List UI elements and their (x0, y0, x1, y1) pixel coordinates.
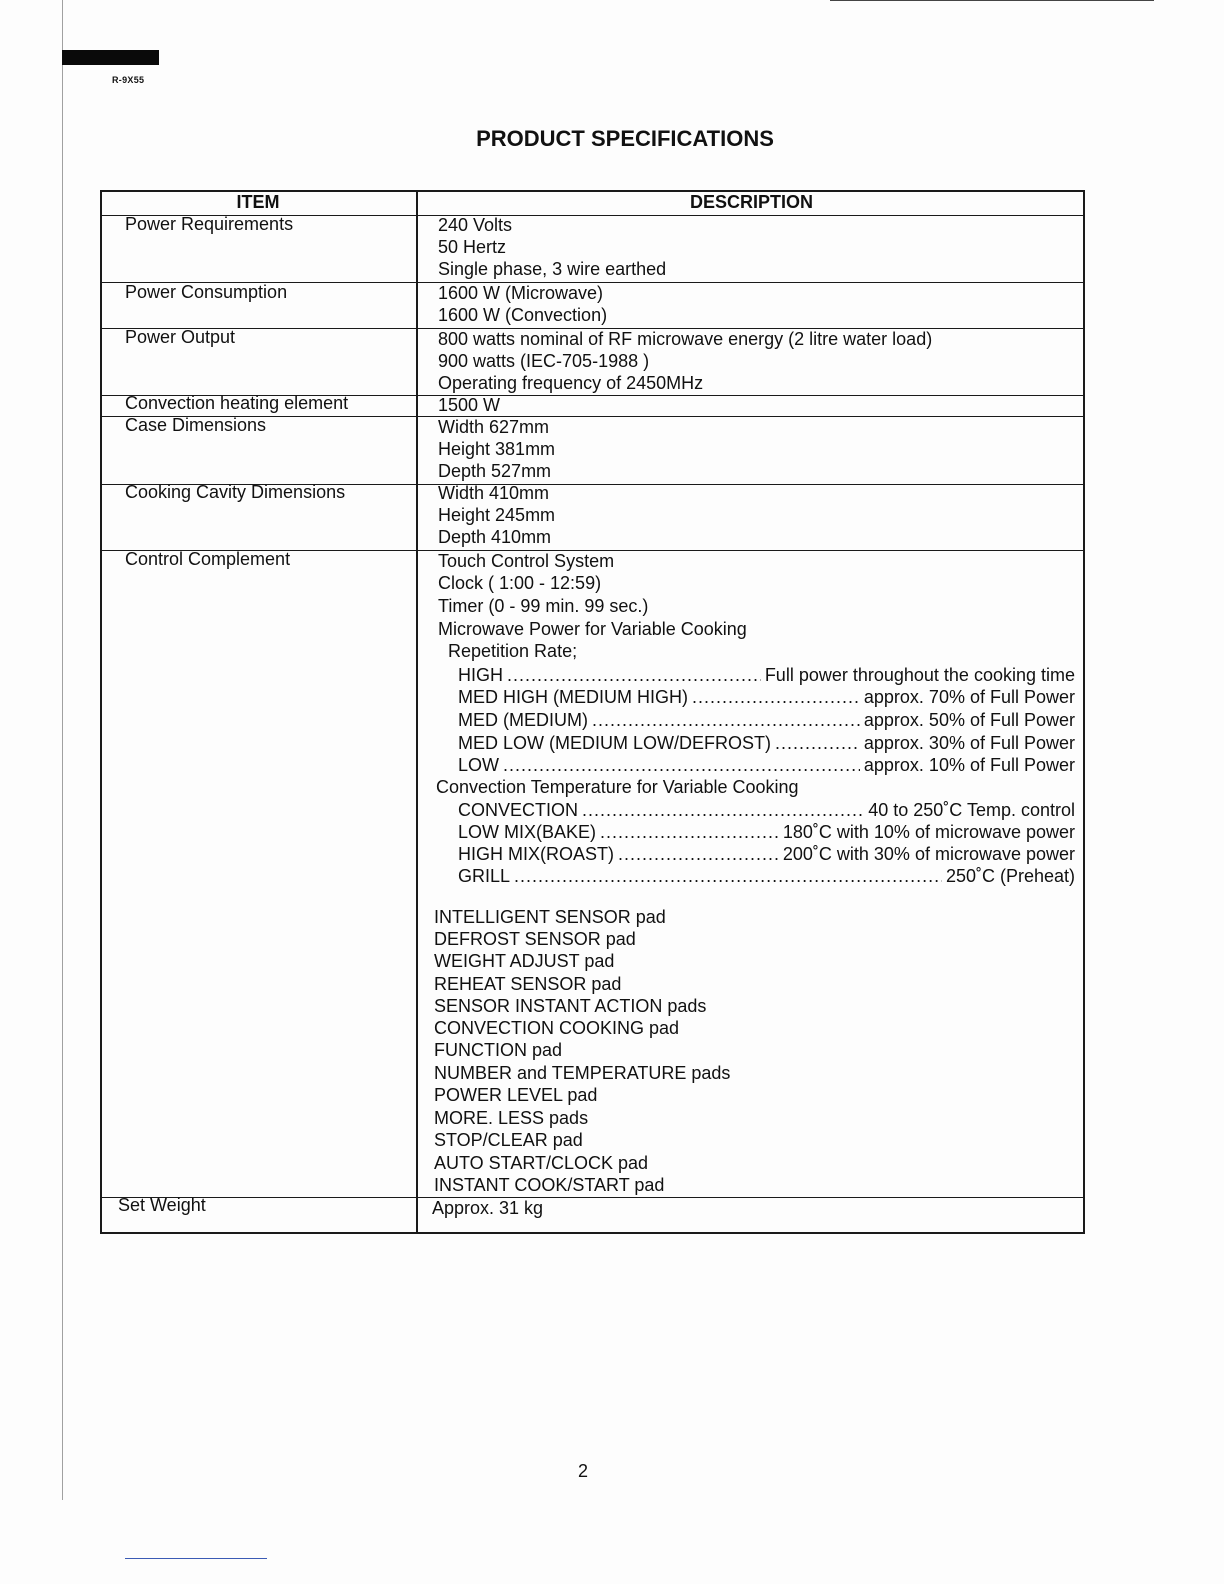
pad-item: INTELLIGENT SENSOR pad (434, 907, 666, 927)
page-number: 2 (577, 1461, 588, 1481)
bottom-rule (125, 1558, 267, 1559)
header-item: ITEM (236, 192, 280, 212)
dot-leader (592, 709, 860, 731)
dot-leader (582, 799, 864, 821)
desc-line: Timer (0 - 99 min. 99 sec.) (438, 596, 649, 616)
power-level-label: MED LOW (MEDIUM LOW/DEFROST) (458, 733, 771, 753)
convection-mode-label: HIGH MIX(ROAST) (458, 844, 614, 864)
power-level-value: approx. 30% of Full Power (863, 733, 1075, 753)
convection-mode-label: GRILL (458, 866, 511, 886)
convection-mode-high-mix (458, 843, 1075, 865)
power-level-value: approx. 70% of Full Power (863, 687, 1075, 707)
pad-item: AUTO START/CLOCK pad (434, 1153, 649, 1173)
item-power-requirements: Power Requirements (125, 214, 294, 234)
power-level-label: HIGH (458, 665, 503, 685)
desc-line: Depth 527mm (438, 461, 552, 481)
desc-line: 240 Volts (438, 215, 513, 235)
header-bar (62, 50, 159, 65)
item-power-output: Power Output (125, 327, 236, 347)
dot-leader (503, 754, 860, 776)
dot-leader (507, 664, 761, 686)
desc-line: Approx. 31 kg (432, 1198, 544, 1218)
desc-line: 1600 W (Microwave) (438, 283, 604, 303)
page-title: PRODUCT SPECIFICATIONS (476, 126, 774, 151)
convection-mode-value: 250˚C (Preheat) (945, 866, 1075, 886)
power-level-med-low (458, 732, 1075, 754)
dot-leader (618, 843, 779, 865)
pad-item: WEIGHT ADJUST pad (434, 951, 615, 971)
header-description: DESCRIPTION (689, 192, 813, 212)
power-level-high (458, 664, 1075, 686)
convection-mode-value: 180˚C with 10% of microwave power (782, 822, 1075, 842)
model-number: R-9X55 (112, 75, 145, 85)
item-convection-heating-element: Convection heating element (125, 393, 349, 413)
desc-line: 1500 W (438, 395, 501, 415)
desc-line: Height 381mm (438, 439, 556, 459)
item-control-complement: Control Complement (125, 549, 291, 569)
pad-item: INSTANT COOK/START pad (434, 1175, 665, 1195)
convection-mode-value: 200˚C with 30% of microwave power (782, 844, 1075, 864)
desc-line: Width 410mm (438, 483, 550, 503)
desc-line: Operating frequency of 2450MHz (438, 373, 704, 393)
power-level-label: MED HIGH (MEDIUM HIGH) (458, 687, 688, 707)
desc-line: 1600 W (Convection) (438, 305, 608, 325)
power-level-label: LOW (458, 755, 500, 775)
dot-leader (514, 865, 942, 887)
convection-mode-low-mix (458, 821, 1075, 843)
desc-line: Microwave Power for Variable Cooking (438, 619, 747, 639)
pad-item: REHEAT SENSOR pad (434, 974, 622, 994)
pad-item: CONVECTION COOKING pad (434, 1018, 680, 1038)
convection-mode-grill (458, 865, 1075, 887)
power-level-low (458, 754, 1075, 776)
desc-line: Depth 410mm (438, 527, 552, 547)
convection-mode-value: 40 to 250˚C Temp. control (868, 800, 1075, 820)
pad-item: STOP/CLEAR pad (434, 1130, 583, 1150)
power-level-value: Full power throughout the cooking time (764, 665, 1075, 685)
item-set-weight: Set Weight (118, 1195, 206, 1215)
power-level-value: approx. 10% of Full Power (863, 755, 1075, 775)
row-rule (100, 1197, 1085, 1198)
convection-mode-label: LOW MIX(BAKE) (458, 822, 597, 842)
item-case-dimensions: Case Dimensions (125, 415, 267, 435)
desc-line: Touch Control System (438, 551, 615, 571)
convection-mode-convection (458, 799, 1075, 821)
item-power-consumption: Power Consumption (125, 282, 288, 302)
spec-table (100, 190, 1085, 1234)
pad-item: DEFROST SENSOR pad (434, 929, 636, 949)
top-rule (830, 0, 1154, 1)
desc-line: 800 watts nominal of RF microwave energy (2 litre water load) (438, 329, 933, 349)
convection-heading: Convection Temperature for Variable Cooking (436, 777, 799, 797)
dot-leader (692, 686, 860, 708)
pad-item: FUNCTION pad (434, 1040, 563, 1060)
column-divider (416, 190, 418, 1234)
dot-leader (600, 821, 779, 843)
dot-leader (775, 732, 860, 754)
desc-line: 50 Hertz (438, 237, 507, 257)
pad-item: MORE. LESS pads (434, 1108, 589, 1128)
desc-line: 900 watts (IEC-705-1988 ) (438, 351, 650, 371)
power-level-label: MED (MEDIUM) (458, 710, 588, 730)
item-cooking-cavity-dimensions: Cooking Cavity Dimensions (125, 482, 346, 502)
pad-item: NUMBER and TEMPERATURE pads (434, 1063, 731, 1083)
pad-item: POWER LEVEL pad (434, 1085, 598, 1105)
pad-item: SENSOR INSTANT ACTION pads (434, 996, 707, 1016)
power-level-med (458, 709, 1075, 731)
desc-line: Width 627mm (438, 417, 550, 437)
convection-mode-label: CONVECTION (458, 800, 579, 820)
scan-edge-line (62, 0, 63, 1500)
desc-line: Single phase, 3 wire earthed (438, 259, 667, 279)
power-level-value: approx. 50% of Full Power (863, 710, 1075, 730)
desc-line: Repetition Rate; (448, 641, 578, 661)
desc-line: Height 245mm (438, 505, 556, 525)
desc-line: Clock ( 1:00 - 12:59) (438, 573, 602, 593)
power-level-med-high (458, 686, 1075, 708)
